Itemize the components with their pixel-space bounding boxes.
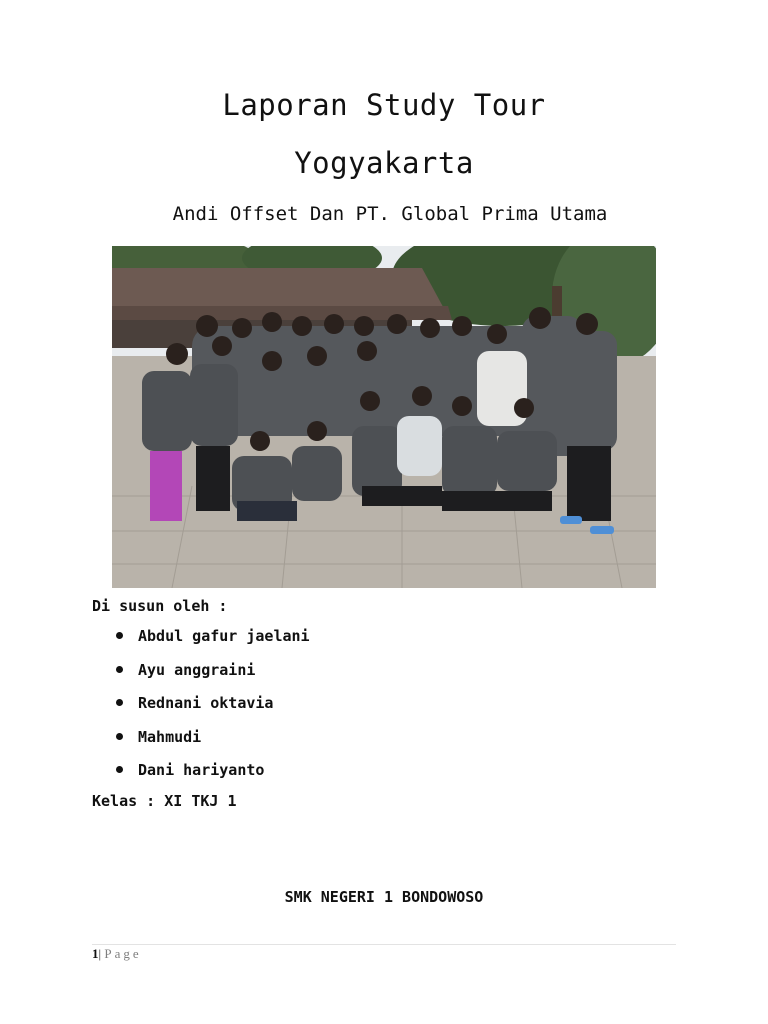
list-item [112,626,310,660]
page-number: 1 [92,946,99,961]
list-item [112,727,310,761]
bullet-icon [116,666,123,673]
member-name: Ayu anggraini [138,660,256,679]
member-list [112,626,310,794]
member-name: Mahmudi [138,727,202,746]
list-item [112,660,310,694]
member-name: Abdul gafur jaelani [138,627,310,645]
document-title-line-2: Yogyakarta [294,146,474,180]
group-photo-image [112,246,656,588]
list-item [112,693,310,727]
byline-label: Di susun oleh : [92,597,228,615]
page-word: Page [104,946,142,961]
bullet-icon [116,699,123,706]
footer-separator: | [98,946,102,961]
document-subtitle: Andi Offset Dan PT. Global Prima Utama [172,203,608,225]
class-label: Kelas : XI TKJ 1 [92,792,237,810]
school-name: SMK NEGERI 1 BONDOWOSO [284,888,484,906]
page-footer [92,946,142,962]
footer-divider [92,944,676,945]
bullet-icon [116,733,123,740]
bullet-icon [116,632,123,639]
group-photo [112,246,656,588]
list-item [112,760,310,794]
document-title-line-1: Laporan Study Tour [222,88,546,122]
member-name: Rednani oktavia [138,694,274,712]
bullet-icon [116,766,123,773]
member-name: Dani hariyanto [138,761,265,779]
